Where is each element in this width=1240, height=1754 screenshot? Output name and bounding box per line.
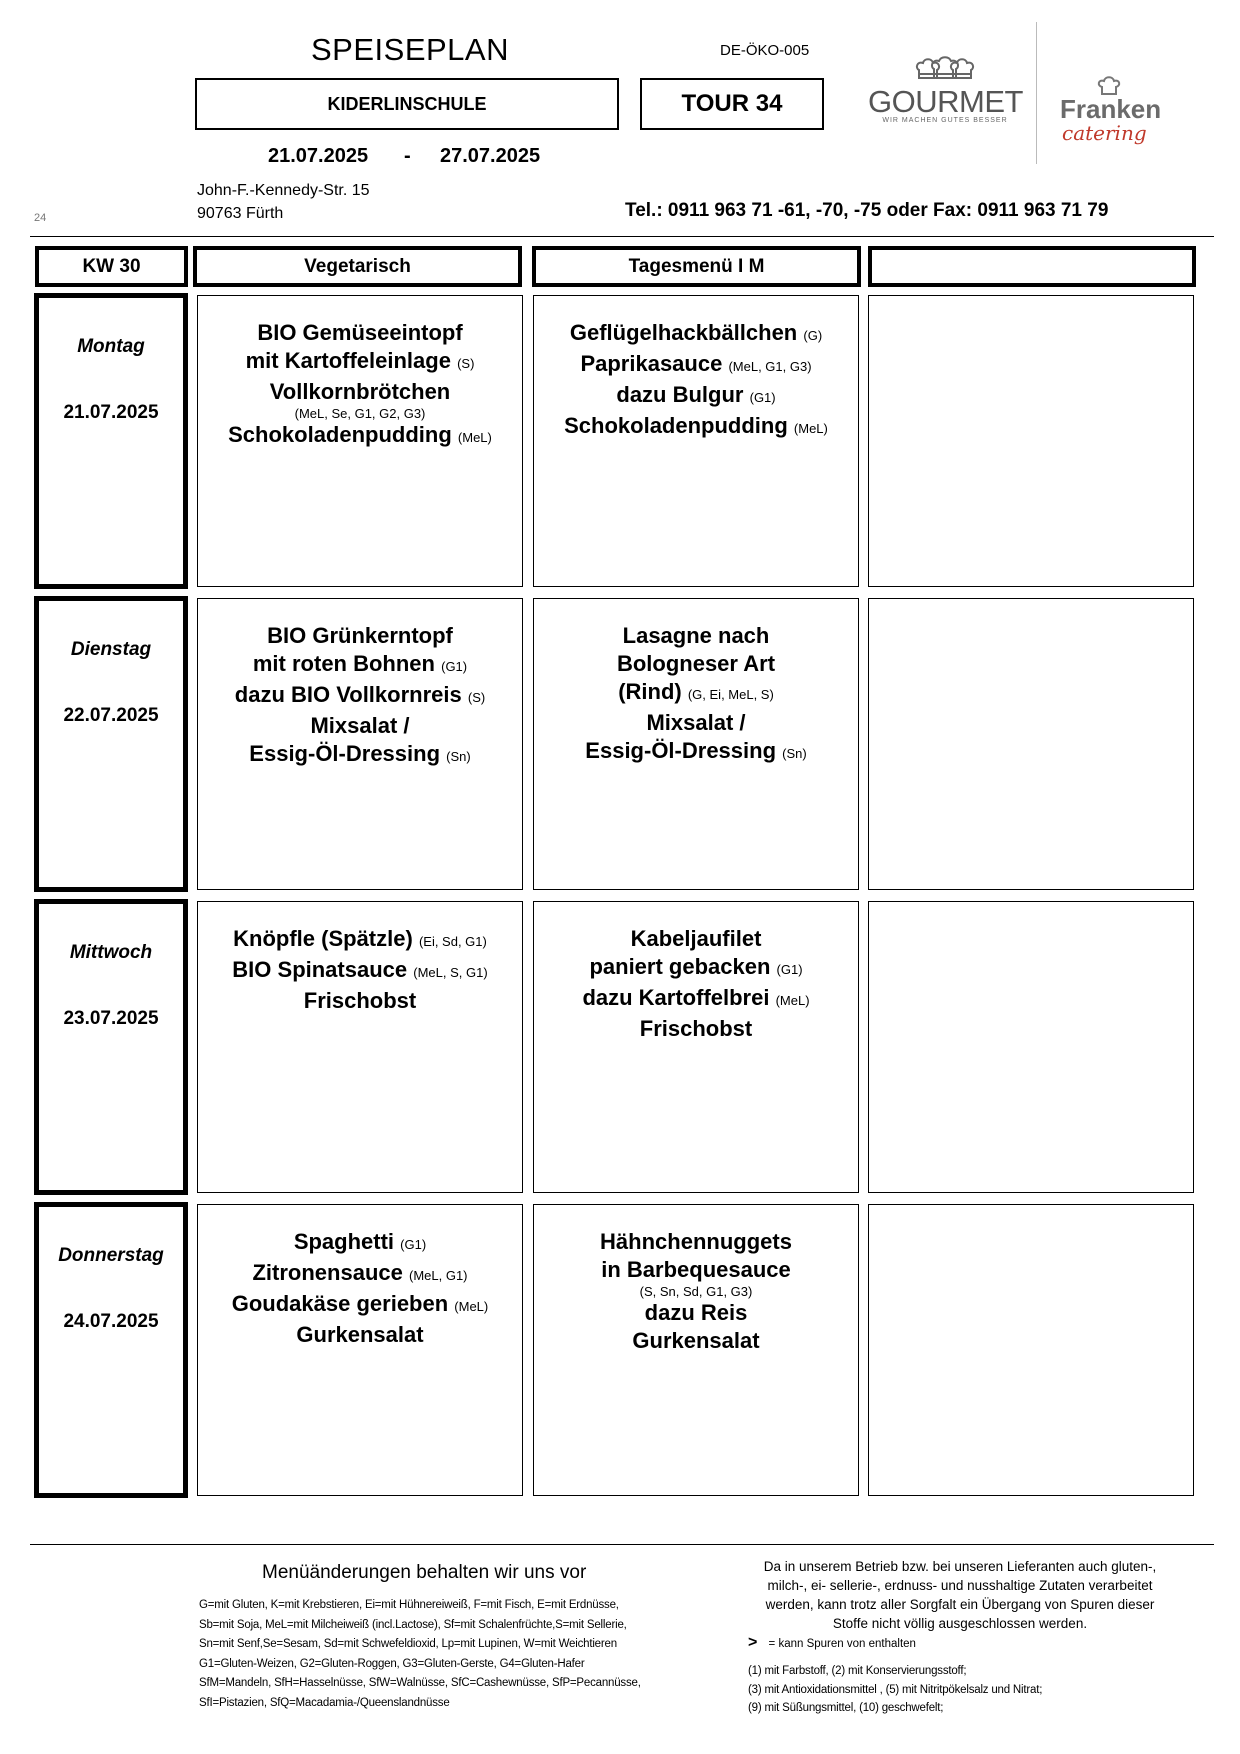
dish-name: Spaghetti (293, 1229, 395, 1254)
dish-name: Frischobst (303, 988, 417, 1013)
dish-name: Schokoladenpudding (228, 422, 452, 447)
dish-name: Bologneser Art (616, 651, 776, 676)
school-name: KIDERLINSCHULE (327, 93, 487, 114)
day-box (34, 899, 188, 1195)
dish-name: Knöpfle (Spätzle) (233, 926, 413, 951)
day-name: Mittwoch (69, 942, 153, 963)
gourmet-tagline: WIR MACHEN GUTES BESSER (882, 117, 1008, 124)
vegetarian-menu-cell (197, 901, 523, 1193)
address-city: 90763 Fürth (197, 205, 284, 222)
trace-symbol-text: = kann Spuren von enthalten (768, 1638, 916, 1650)
allergen-legend (199, 1596, 641, 1713)
dish-line (534, 1299, 858, 1327)
dish-line (198, 319, 522, 347)
legend-line: SfI=Pistazien, SfQ=Macadamia-/Queenslandnüsse (199, 1696, 450, 1709)
day-date: 24.07.2025 (63, 1311, 159, 1332)
dish-line (198, 347, 522, 378)
date-separator: - (404, 145, 411, 167)
allergen-codes: (Sn) (446, 749, 471, 764)
column-header-vegetarian (193, 246, 522, 287)
menu-change-note: Menüänderungen behalten wir uns vor (262, 1562, 587, 1583)
allergen-codes: (MeL) (793, 421, 828, 436)
tour-label: TOUR 34 (681, 90, 783, 117)
dish-line (534, 1228, 858, 1256)
page-title: SPEISEPLAN (311, 32, 509, 67)
dish-name: BIO Gemüseeintopf (257, 320, 463, 345)
dish-line (534, 1256, 858, 1284)
certification-code: DE-ÖKO-005 (720, 42, 810, 59)
dish-name: Geflügelhackbällchen (569, 320, 798, 345)
dish-line (534, 650, 858, 678)
dish-allergens-line: (S, Sn, Sd, G1, G3) (639, 1284, 753, 1299)
extra-menu-cell (868, 598, 1194, 890)
vegetarian-menu-cell (197, 295, 523, 587)
dish-line (534, 350, 858, 381)
dish-name: mit roten Bohnen (252, 651, 435, 676)
dish-line (534, 319, 858, 350)
dish-line (198, 622, 522, 650)
allergen-codes: (MeL, G1) (408, 1268, 468, 1283)
allergen-codes: (S) (457, 356, 475, 371)
date-from: 21.07.2025 (268, 145, 369, 167)
extra-menu-cell (868, 901, 1194, 1193)
dish-line (198, 956, 522, 987)
dish-name: Kabeljaufilet (630, 926, 762, 951)
allergen-codes: (G1) (441, 659, 468, 674)
dish-line (534, 678, 858, 709)
dish-name: Schokoladenpudding (564, 413, 788, 438)
gourmet-logo-text: GOURMET (868, 84, 1023, 119)
trace-symbol-legend (748, 1634, 916, 1652)
day-date: 22.07.2025 (63, 705, 159, 726)
trace-symbol: > (748, 1634, 758, 1651)
allergen-codes: (G1) (776, 962, 803, 977)
dish-line (198, 987, 522, 1015)
dish-name: Essig-Öl-Dressing (249, 741, 441, 766)
dish-line (198, 1259, 522, 1290)
extra-menu-cell (868, 1204, 1194, 1496)
dish-name: Hähnchennuggets (600, 1229, 792, 1254)
dish-line (198, 1321, 522, 1349)
legend-line: G1=Gluten-Weizen, G2=Gluten-Roggen, G3=Gluten-Gerste, G4=Gluten-Hafer (199, 1657, 585, 1670)
tagesmenu-cell (533, 1204, 859, 1496)
dish-name: BIO Spinatsauce (232, 957, 408, 982)
vegetarian-menu-cell (197, 1204, 523, 1496)
dish-line (198, 681, 522, 712)
dish-name: dazu Reis (644, 1300, 748, 1325)
trace-line: Da in unserem Betrieb bzw. bei unseren Lieferanten auch gluten-, (763, 1559, 1157, 1574)
dish-line (534, 984, 858, 1015)
dish-line (534, 1015, 858, 1043)
additives-legend (748, 1662, 1042, 1718)
dish-line (534, 1327, 858, 1355)
address-street: John-F.-Kennedy-Str. 15 (197, 182, 370, 199)
dish-name: dazu Bulgur (616, 382, 744, 407)
allergen-codes: (G1) (749, 390, 776, 405)
dish-line (198, 421, 522, 452)
dish-line (198, 650, 522, 681)
dish-name: BIO Grünkerntopf (267, 623, 453, 648)
dish-line (198, 1290, 522, 1321)
logo-divider (1036, 22, 1037, 164)
dish-name: mit Kartoffeleinlage (245, 348, 451, 373)
allergen-codes: (MeL, G1, G3) (728, 359, 812, 374)
dish-line (534, 953, 858, 984)
dish-line (534, 412, 858, 443)
dish-name: Essig-Öl-Dressing (585, 738, 777, 763)
dish-name: dazu Kartoffelbrei (582, 985, 770, 1010)
legend-line: Sn=mit Senf,Se=Sesam, Sd=mit Schwefeldioxid, Lp=mit Lupinen, W=mit Weichtieren (199, 1638, 617, 1650)
chef-hat-icon (1094, 76, 1124, 96)
allergen-codes: (MeL) (775, 993, 810, 1008)
gourmet-logo (868, 56, 1022, 124)
day-name: Montag (77, 336, 145, 357)
day-name: Dienstag (70, 639, 152, 660)
header-divider (30, 236, 1214, 237)
allergen-codes: (MeL) (454, 1299, 489, 1314)
week-label-box (35, 246, 188, 287)
allergen-codes: (Sn) (782, 746, 807, 761)
day-date: 23.07.2025 (63, 1008, 159, 1029)
dish-name: paniert gebacken (589, 954, 771, 979)
dish-allergens-line: (MeL, Se, G1, G2, G3) (294, 406, 426, 421)
franken-text: Franken (1060, 94, 1162, 124)
dish-name: Frischobst (639, 1016, 753, 1041)
allergen-codes: (S) (467, 690, 486, 705)
catering-text: catering (1062, 121, 1147, 145)
dish-name: in Barbequesauce (601, 1257, 791, 1282)
dish-line (198, 925, 522, 956)
dish-name: Goudakäse gerieben (231, 1291, 449, 1316)
tagesmenu-cell (533, 901, 859, 1193)
additive-line: (3) mit Antioxidationsmittel , (5) mit Nitritpökelsalz und Nitrat; (748, 1683, 1043, 1696)
tour-box (640, 78, 824, 130)
page-number: 24 (34, 212, 47, 224)
extra-menu-cell (868, 295, 1194, 587)
dish-line (198, 712, 522, 740)
dish-line (198, 378, 522, 406)
tagesmenu-cell (533, 295, 859, 587)
day-date: 21.07.2025 (63, 402, 159, 423)
day-box (34, 596, 188, 892)
dish-line (534, 381, 858, 412)
trace-line: Stoffe nicht völlig ausgeschlossen werden. (832, 1616, 1088, 1631)
column-header-tagesmenu-label: Tagesmenü I M (628, 255, 765, 277)
allergen-codes: (G1) (400, 1237, 427, 1252)
day-box (34, 293, 188, 589)
dish-name: Zitronensauce (252, 1260, 403, 1285)
week-label: KW 30 (82, 255, 141, 277)
dish-line (534, 925, 858, 953)
trace-disclaimer (740, 1557, 1180, 1633)
tagesmenu-cell (533, 598, 859, 890)
trace-line: milch-, ei- sellerie-, erdnuss- und nusshaltige Zutaten verarbeitet (767, 1578, 1153, 1593)
allergen-codes: (G, Ei, MeL, S) (687, 687, 774, 702)
chef-hats-icon (915, 56, 975, 82)
vegetarian-menu-cell (197, 598, 523, 890)
allergen-codes: (G) (803, 328, 823, 343)
franken-catering-logo (1060, 76, 1161, 144)
dish-line (534, 709, 858, 737)
allergen-codes: (MeL, S, G1) (413, 965, 488, 980)
dish-name: (Rind) (618, 679, 682, 704)
dish-line (198, 740, 522, 771)
day-box (34, 1202, 188, 1498)
dish-name: Paprikasauce (580, 351, 723, 376)
dish-line (534, 622, 858, 650)
trace-line: werden, kann trotz aller Sorgfalt ein Übergang von Spuren dieser (765, 1597, 1155, 1612)
column-header-extra (868, 246, 1196, 287)
school-name-box (195, 78, 619, 130)
footer-divider (30, 1544, 1214, 1545)
dish-line (534, 737, 858, 768)
dish-name: Lasagne nach (622, 623, 770, 648)
dish-name: Gurkensalat (296, 1322, 424, 1347)
legend-line: Sb=mit Soja, MeL=mit Milcheiweiß (incl.Lactose), Sf=mit Schalenfrüchte,S=mit Sellerie, (199, 1618, 627, 1631)
additive-line: (1) mit Farbstoff, (2) mit Konservierungsstoff; (748, 1665, 967, 1677)
dish-name: Mixsalat / (646, 710, 746, 735)
dish-name: dazu BIO Vollkornreis (234, 682, 462, 707)
dish-name: Vollkornbrötchen (269, 379, 451, 404)
column-header-vegetarian-label: Vegetarisch (304, 255, 411, 277)
legend-line: G=mit Gluten, K=mit Krebstieren, Ei=mit Hühnereiweiß, F=mit Fisch, E=mit Erdnüsse, (199, 1599, 619, 1611)
allergen-codes: (MeL) (457, 430, 492, 445)
dish-line (198, 1228, 522, 1259)
date-to: 27.07.2025 (440, 145, 541, 167)
column-header-tagesmenu (532, 246, 861, 287)
additive-line: (9) mit Süßungsmittel, (10) geschwefelt; (748, 1702, 944, 1714)
legend-line: SfM=Mandeln, SfH=Hasselnüsse, SfW=Walnüsse, SfC=Cashewnüsse, SfP=Pecannüsse, (199, 1677, 641, 1689)
day-name: Donnerstag (58, 1245, 164, 1266)
contact-phone-fax: Tel.: 0911 963 71 -61, -70, -75 oder Fax: 0911 963 71 79 (625, 200, 1109, 221)
allergen-codes: (Ei, Sd, G1) (418, 934, 487, 949)
dish-name: Mixsalat / (310, 713, 410, 738)
dish-name: Gurkensalat (632, 1328, 760, 1353)
